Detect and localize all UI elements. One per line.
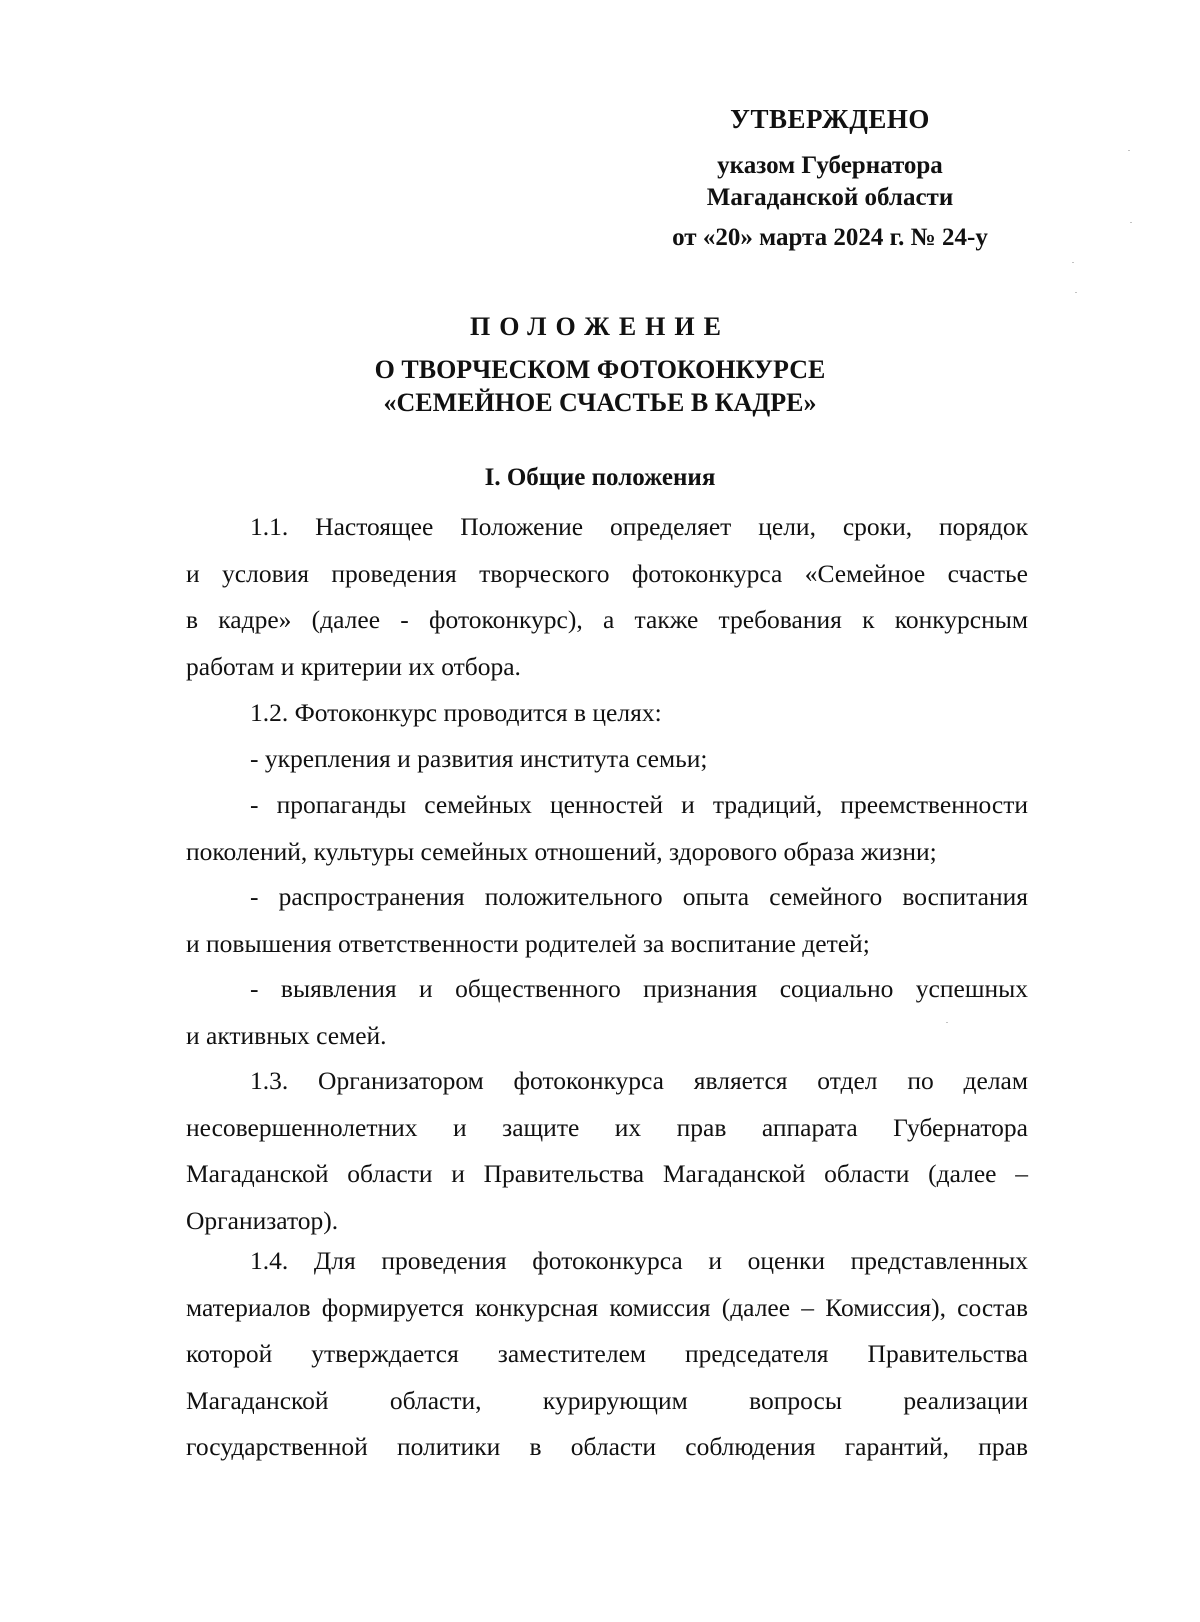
paragraph-1-4 xyxy=(186,1238,1028,1471)
approval-date-number: от «20» марта 2024 г. № 24-у xyxy=(672,224,988,251)
paragraph-line: 1.3. Организатором фотоконкурса является отдел по делам xyxy=(250,1066,1028,1095)
goal-item-2 xyxy=(186,782,1028,875)
paragraph-line: и активных семей. xyxy=(186,1020,387,1050)
section-heading: I. Общие положения xyxy=(484,464,716,491)
paragraph-line: 1.2. Фотоконкурс проводится в целях: xyxy=(250,698,662,727)
approval-heading: УТВЕРЖДЕНО xyxy=(730,104,930,134)
paragraph-line: - пропаганды семейных ценностей и традиций, преемственности xyxy=(250,790,1028,819)
paragraph-line: поколений, культуры семейных отношений, здорового образа жизни; xyxy=(186,836,937,866)
paragraph-line: - распространения положительного опыта семейного воспитания xyxy=(250,882,1028,911)
scan-speck xyxy=(1072,262,1074,263)
paragraph-line: в кадре» (далее - фотоконкурс), а также требования к конкурсным xyxy=(186,605,1028,634)
title-doc-type: ПОЛОЖЕНИЕ xyxy=(470,312,730,341)
paragraph-line: и повышения ответственности родителей за воспитание детей; xyxy=(186,928,870,958)
paragraph-line: 1.1. Настоящее Положение определяет цели, сроки, порядок xyxy=(250,512,1028,541)
paragraph-line: материалов формируется конкурсная комиссия (далее – Комиссия), состав xyxy=(186,1292,1028,1322)
goal-item-3 xyxy=(186,874,1028,967)
paragraph-line: Организатор). xyxy=(186,1205,339,1235)
paragraph-line: Магаданской области и Правительства Магаданской области (далее – xyxy=(186,1159,1028,1188)
scan-speck xyxy=(1128,150,1130,151)
scan-speck xyxy=(1130,222,1132,223)
goal-item-4 xyxy=(186,966,1028,1059)
paragraph-line: - выявления и общественного признания социально успешных xyxy=(250,974,1028,1003)
approval-decree: указом Губернатора xyxy=(717,152,943,179)
paragraph-1-2 xyxy=(186,690,1028,737)
goal-item-1 xyxy=(186,736,1028,783)
paragraph-line: государственной политики в области соблюдения гарантий, прав xyxy=(186,1432,1028,1461)
paragraph-line: которой утверждается заместителем председателя Правительства xyxy=(186,1339,1028,1368)
approval-region: Магаданской области xyxy=(706,184,954,211)
scan-speck xyxy=(946,1022,948,1023)
paragraph-line: - укрепления и развития института семьи; xyxy=(250,744,708,773)
paragraph-line: работам и критерии их отбора. xyxy=(186,651,521,681)
paragraph-1-1 xyxy=(186,504,1028,690)
paragraph-line: Магаданской области, курирующим вопросы реализации xyxy=(186,1385,1028,1415)
paragraph-line: несовершеннолетних и защите их прав аппарата Губернатора xyxy=(186,1112,1028,1142)
title-subject-line-1: О ТВОРЧЕСКОМ ФОТОКОНКУРСЕ xyxy=(374,355,826,384)
title-subject-line-2: «СЕМЕЙНОЕ СЧАСТЬЕ В КАДРЕ» xyxy=(383,388,817,417)
paragraph-line: и условия проведения творческого фотоконкурса «Семейное счастье xyxy=(186,558,1028,588)
paragraph-line: 1.4. Для проведения фотоконкурса и оценки представленных xyxy=(250,1246,1028,1275)
paragraph-1-3 xyxy=(186,1058,1028,1244)
scan-speck xyxy=(1075,292,1077,293)
